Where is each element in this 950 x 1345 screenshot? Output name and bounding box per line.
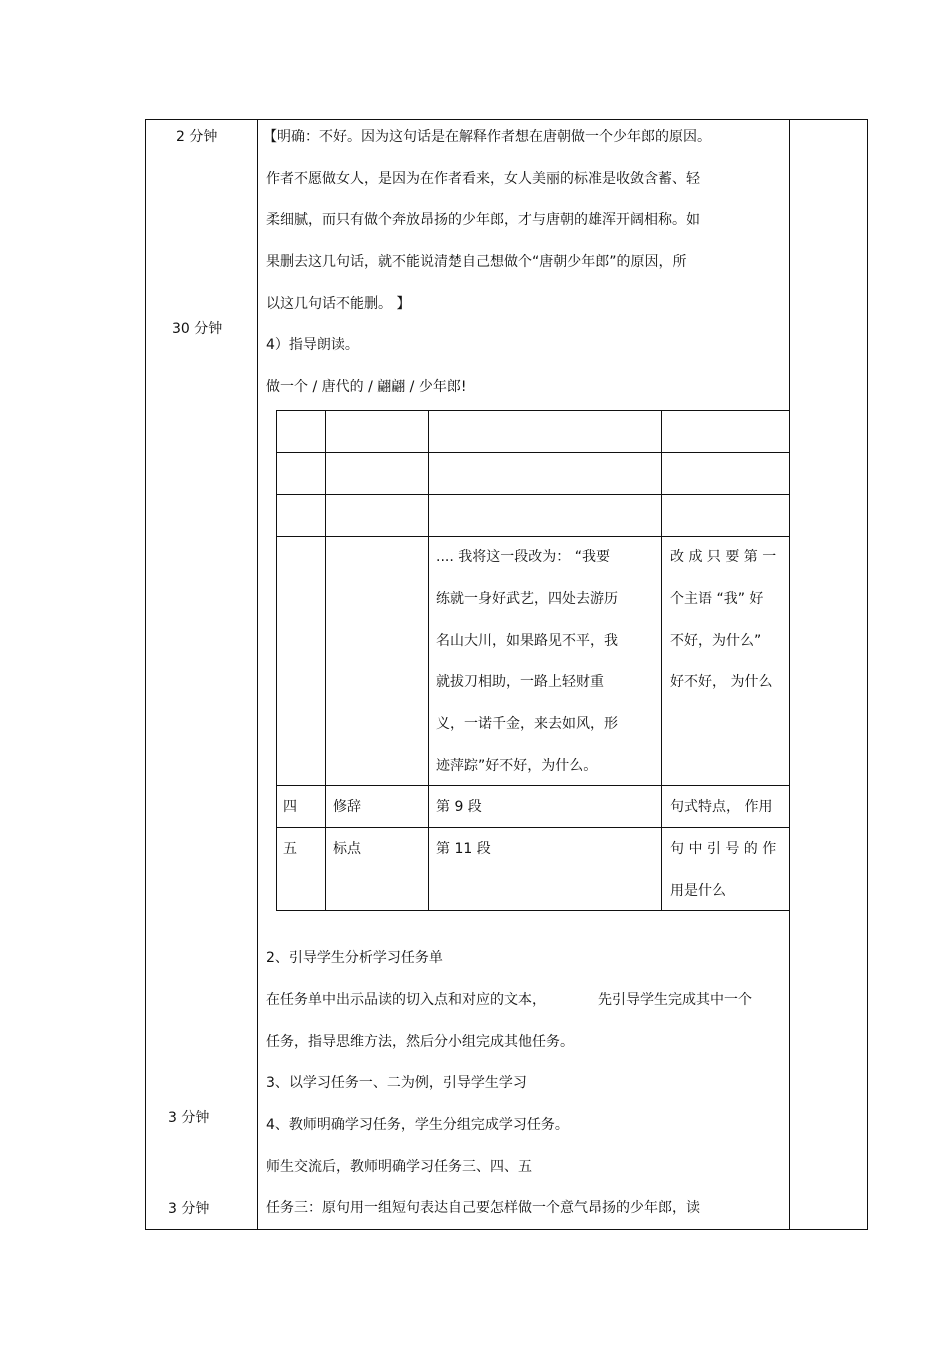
inner-table-hline	[276, 785, 790, 786]
outer-right-border	[867, 119, 868, 1230]
table-cell: 第 9 段	[436, 799, 482, 815]
table-cell: 第 11 段	[436, 841, 491, 857]
outer-top-border	[145, 119, 868, 120]
outer-col-divider-1	[257, 119, 258, 1230]
inner-table-hline	[276, 452, 790, 453]
paragraph-line: 【明确：不好。因为这句话是在解释作者想在唐朝做一个少年郎的原因。	[263, 129, 711, 145]
table-cell: 句式特点， 作用	[670, 799, 773, 815]
paragraph-line: 做一个 / 唐代的 / 翩翩 / 少年郎!	[266, 379, 467, 395]
inner-table-hline	[276, 536, 790, 537]
outer-col-divider-2	[789, 119, 790, 1230]
paragraph-line: 3、以学习任务一、二为例，引导学生学习	[266, 1075, 527, 1091]
paragraph-line: 先引导学生完成其中一个	[598, 992, 752, 1008]
paragraph-line: 以这几句话不能删。 】	[266, 296, 411, 312]
paragraph-line: 任务，指导思维方法，然后分小组完成其他任务。	[266, 1034, 574, 1050]
inner-table-vline	[428, 410, 429, 911]
table-cell: 标点	[333, 841, 361, 857]
paragraph-line: 2、引导学生分析学习任务单	[266, 950, 443, 966]
time-label: 2 分钟	[176, 129, 218, 145]
inner-table-hline	[276, 827, 790, 828]
table-cell-line: 练就一身好武艺，四处去游历	[436, 591, 618, 607]
table-cell-line: 个主语 “我” 好	[670, 591, 764, 607]
inner-table-vline	[276, 410, 277, 911]
paragraph-line: 师生交流后，教师明确学习任务三、四、五	[266, 1159, 532, 1175]
outer-bottom-border	[145, 1229, 868, 1230]
paragraph-line: 4、教师明确学习任务，学生分组完成学习任务。	[266, 1117, 569, 1133]
table-cell-line: 迹萍踪”好不好，为什么。	[436, 758, 598, 774]
table-cell: 五	[283, 841, 297, 857]
inner-table-hline	[276, 910, 790, 911]
table-cell-line: 改 成 只 要 第 一	[670, 549, 777, 565]
table-cell-line: 名山大川，如果路见不平，我	[436, 633, 618, 649]
time-label: 3 分钟	[168, 1201, 210, 1217]
paragraph-line: 作者不愿做女人，是因为在作者看来，女人美丽的标准是收敛含蓄、轻	[266, 171, 700, 187]
table-cell-line: 不好，为什么”	[670, 633, 762, 649]
paragraph-line: 果删去这几句话，就不能说清楚自己想做个“唐朝少年郎”的原因，所	[266, 254, 687, 270]
inner-table-vline	[661, 410, 662, 911]
outer-left-border	[145, 119, 146, 1230]
table-cell-line: 义，一诺千金，来去如风，形	[436, 716, 618, 732]
table-cell: 修辞	[333, 799, 361, 815]
paragraph-line: 4）指导朗读。	[266, 337, 359, 353]
inner-table-hline	[276, 410, 790, 411]
table-cell: 四	[283, 799, 297, 815]
paragraph-line: 柔细腻，而只有做个奔放昂扬的少年郎，才与唐朝的雄浑开阔相称。如	[266, 212, 700, 228]
paragraph-line: 在任务单中出示品读的切入点和对应的文本，	[266, 992, 546, 1008]
table-cell-line: 好不好， 为什么	[670, 674, 773, 690]
table-cell-line: 句 中 引 号 的 作	[670, 841, 777, 857]
table-cell-line: 就拔刀相助，一路上轻财重	[436, 674, 604, 690]
table-cell-line: .... 我将这一段改为： “我要	[436, 549, 610, 565]
time-label: 3 分钟	[168, 1110, 210, 1126]
inner-table-hline	[276, 494, 790, 495]
table-cell-line: 用是什么	[670, 883, 726, 899]
time-label: 30 分钟	[172, 321, 223, 337]
paragraph-line: 任务三：原句用一组短句表达自己要怎样做一个意气昂扬的少年郎，读	[266, 1200, 700, 1216]
inner-table-vline	[325, 410, 326, 911]
